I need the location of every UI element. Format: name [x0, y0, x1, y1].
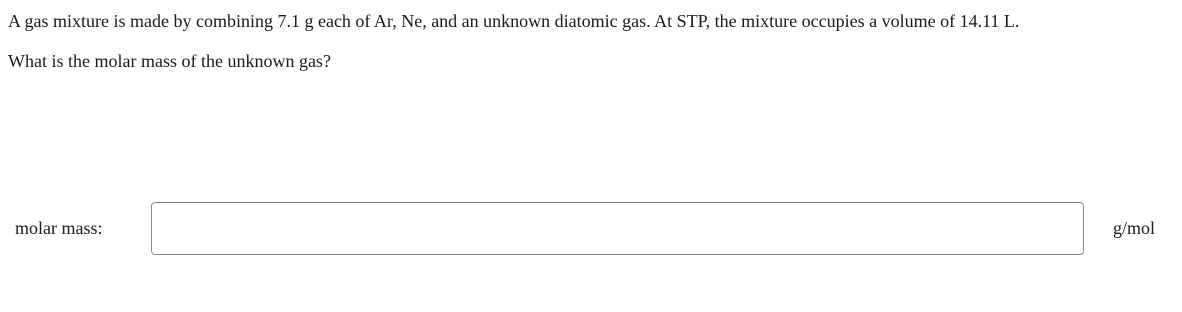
question-text: [8, 7, 1138, 76]
question-statement: A gas mixture is made by combining 7.1 g each of Ar, Ne, and an unknown diatomic gas. At STP, the mixture occupies a volume of 14.11 L.: [8, 11, 1020, 31]
question-prompt: What is the molar mass of the unknown gas?: [8, 51, 331, 71]
molar-mass-input[interactable]: [151, 202, 1084, 255]
unit-label: g/mol: [1113, 218, 1156, 238]
molar-mass-label: molar mass:: [15, 218, 103, 238]
answer-row: [0, 202, 1182, 255]
